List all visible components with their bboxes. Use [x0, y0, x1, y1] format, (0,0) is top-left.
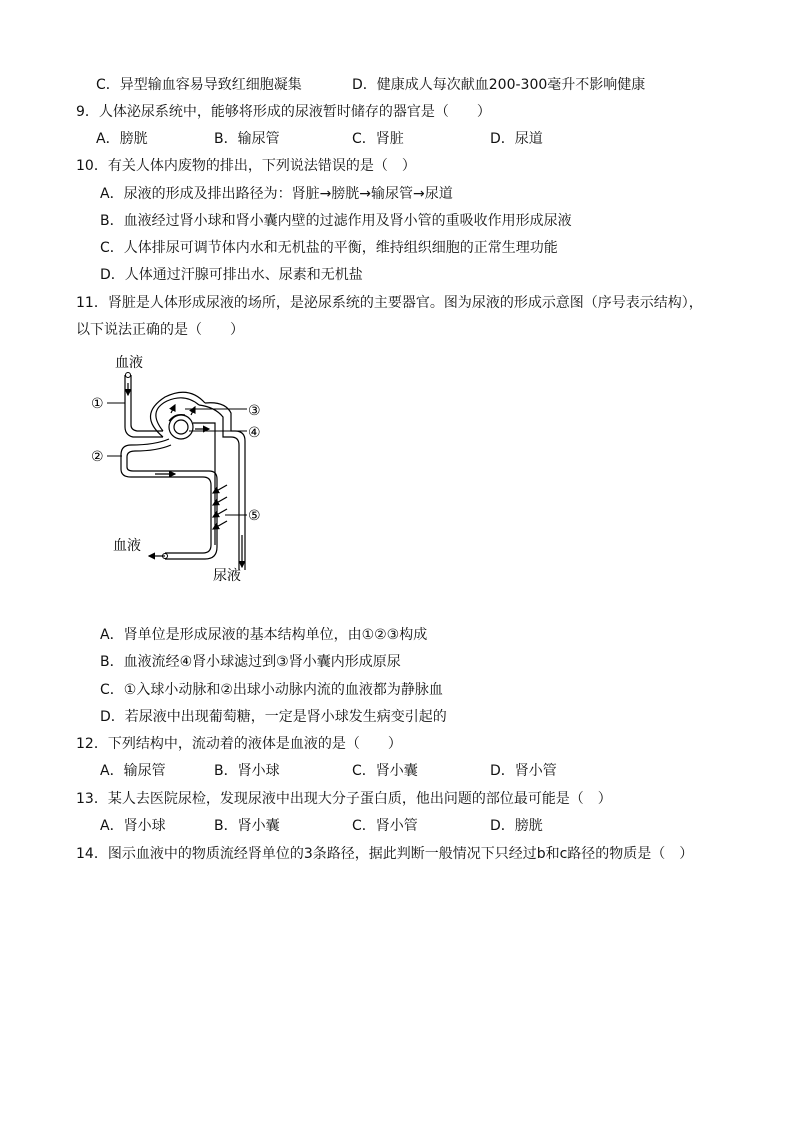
- q14-stem: 14．图示血液中的物质流经肾单位的3条路径，据此判断一般情况下只经过b和c路径的物质是（ ）: [76, 846, 694, 862]
- q10-option-b: B．血液经过肾小球和肾小囊内壁的过滤作用及肾小管的重吸收作用形成尿液: [100, 213, 572, 229]
- q11-option-c: C．①入球小动脉和②出球小动脉内流的血液都为静脉血: [100, 682, 443, 698]
- marker-2: ②: [91, 449, 104, 465]
- q13-stem: 13．某人去医院尿检，发现尿液中出现大分子蛋白质，他出问题的部位最可能是（ ）: [76, 791, 612, 807]
- q10-stem: 10．有关人体内废物的排出，下列说法错误的是（ ）: [76, 158, 416, 174]
- nephron-diagram: [85, 345, 285, 590]
- q12-option-b: B．肾小球: [214, 763, 280, 779]
- q13-option-b: B．肾小囊: [214, 818, 280, 834]
- q11-option-b: B．血液流经④肾小球滤过到③肾小囊内形成原尿: [100, 654, 401, 670]
- marker-1: ①: [91, 396, 104, 412]
- marker-5: ⑤: [248, 508, 261, 524]
- marker-3: ③: [248, 403, 261, 419]
- q11-option-d: D．若尿液中出现葡萄糖，一定是肾小球发生病变引起的: [100, 709, 447, 725]
- renal-tubule: [193, 403, 245, 570]
- q9-option-a: A．膀胱: [96, 131, 148, 147]
- q8-option-d: D．健康成人每次献血200-300毫升不影响健康: [352, 77, 646, 93]
- q12-option-c: C．肾小囊: [352, 763, 418, 779]
- marker-4: ④: [248, 425, 261, 441]
- q11-stem-line1: 11．肾脏是人体形成尿液的场所，是泌尿系统的主要器官。图为尿液的形成示意图（序号表示结构），: [76, 295, 703, 311]
- glomerulus: [169, 415, 193, 439]
- q9-stem: 9．人体泌尿系统中，能够将形成的尿液暂时储存的器官是（ ）: [76, 104, 491, 120]
- q12-stem: 12．下列结构中，流动着的液体是血液的是（ ）: [76, 736, 402, 752]
- vessel-marker-top: [126, 373, 131, 378]
- arrow-glom-1: [171, 405, 175, 413]
- q9-option-d: D．尿道: [490, 131, 543, 147]
- q9-option-c: C．肾脏: [352, 131, 404, 147]
- q11-option-a: A．肾单位是形成尿液的基本结构单位，由①②③构成: [100, 627, 428, 643]
- q12-option-a: A．输尿管: [100, 763, 166, 779]
- label-blood-in: 血液: [115, 355, 143, 371]
- q13-option-c: C．肾小管: [352, 818, 418, 834]
- label-blood-out: 血液: [113, 538, 141, 554]
- afferent-arteriole: [125, 375, 163, 437]
- q11-stem-line2: 以下说法正确的是（ ）: [76, 322, 244, 338]
- q10-option-a: A．尿液的形成及排出路径为：肾脏→膀胱→输尿管→尿道: [100, 186, 453, 202]
- label-urine: 尿液: [213, 568, 241, 584]
- q8-option-c: C．异型输血容易导致红细胞凝集: [96, 77, 302, 93]
- q13-option-d: D．膀胱: [490, 818, 543, 834]
- q10-option-c: C．人体排尿可调节体内水和无机盐的平衡，维持组织细胞的正常生理功能: [100, 240, 558, 256]
- q12-option-d: D．肾小管: [490, 763, 557, 779]
- q10-option-d: D．人体通过汗腺可排出水、尿素和无机盐: [100, 267, 363, 283]
- q9-option-b: B．输尿管: [214, 131, 280, 147]
- arrow-glom-2: [191, 407, 195, 415]
- q13-option-a: A．肾小球: [100, 818, 166, 834]
